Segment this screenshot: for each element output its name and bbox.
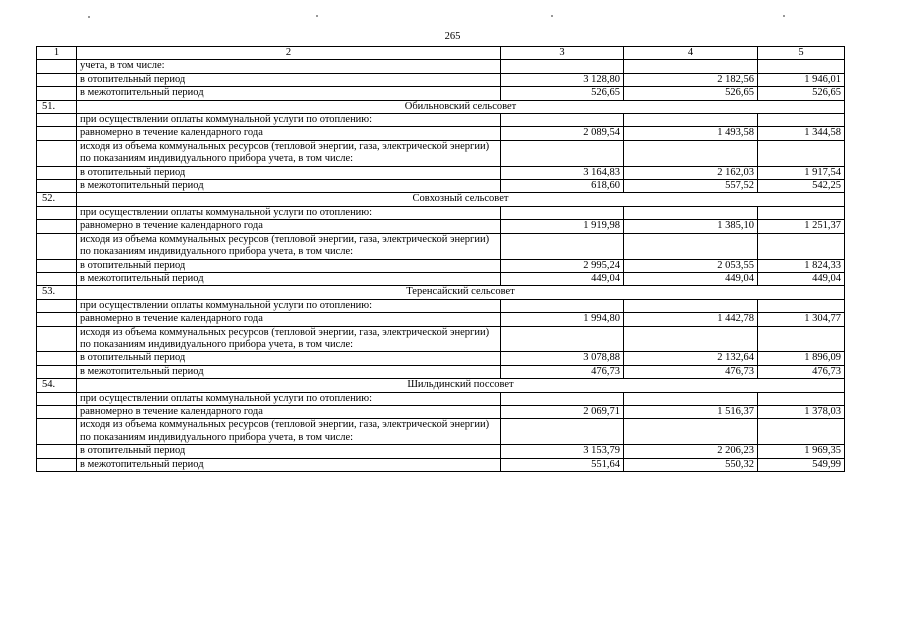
row-value bbox=[758, 299, 845, 312]
row-value bbox=[758, 60, 845, 73]
row-value bbox=[624, 60, 758, 73]
section-title: Совхозный сельсовет bbox=[77, 193, 845, 206]
row-label: равномерно в течение календарного года bbox=[77, 313, 501, 326]
row-value bbox=[758, 392, 845, 405]
row-value: 3 128,80 bbox=[501, 73, 624, 86]
value-row bbox=[37, 458, 845, 471]
row-label: исходя из объема коммунальных ресурсов (тепловой энергии, газа, электрической энергии) по показаниям индивидуального прибора учета, в том числе: bbox=[77, 140, 501, 166]
row-index bbox=[37, 445, 77, 458]
row-value: 557,52 bbox=[624, 180, 758, 193]
scan-speck bbox=[783, 15, 785, 17]
row-index bbox=[37, 140, 77, 166]
row-value: 2 053,55 bbox=[624, 259, 758, 272]
row-value bbox=[758, 326, 845, 352]
row-label: при осуществлении оплаты коммунальной услуги по отоплению: bbox=[77, 206, 501, 219]
row-value: 1 304,77 bbox=[758, 313, 845, 326]
row-value bbox=[501, 299, 624, 312]
text-row bbox=[37, 140, 845, 166]
row-value bbox=[624, 326, 758, 352]
text-row bbox=[37, 392, 845, 405]
row-value: 3 164,83 bbox=[501, 166, 624, 179]
row-index bbox=[37, 405, 77, 418]
row-value: 3 153,79 bbox=[501, 445, 624, 458]
value-row bbox=[37, 180, 845, 193]
section-title: Теренсайский сельсовет bbox=[77, 286, 845, 299]
text-row bbox=[37, 419, 845, 445]
row-value bbox=[758, 419, 845, 445]
value-row bbox=[37, 365, 845, 378]
row-value: 2 132,64 bbox=[624, 352, 758, 365]
row-value bbox=[501, 60, 624, 73]
page-number: 265 bbox=[444, 31, 461, 42]
row-label: учета, в том числе: bbox=[77, 60, 501, 73]
row-value: 526,65 bbox=[624, 87, 758, 100]
row-value bbox=[624, 140, 758, 166]
row-value: 1 516,37 bbox=[624, 405, 758, 418]
text-row bbox=[37, 299, 845, 312]
row-label: в межотопительный период bbox=[77, 458, 501, 471]
value-row bbox=[37, 445, 845, 458]
column-number-row bbox=[37, 47, 845, 60]
row-value bbox=[501, 419, 624, 445]
row-value bbox=[624, 114, 758, 127]
row-value: 551,64 bbox=[501, 458, 624, 471]
scan-speck bbox=[551, 15, 553, 17]
row-value bbox=[501, 140, 624, 166]
row-value bbox=[758, 114, 845, 127]
row-index bbox=[37, 206, 77, 219]
section-row bbox=[37, 379, 845, 392]
text-row bbox=[37, 326, 845, 352]
row-value: 476,73 bbox=[501, 365, 624, 378]
column-number: 4 bbox=[624, 47, 758, 60]
value-row bbox=[37, 220, 845, 233]
row-label: в межотопительный период bbox=[77, 87, 501, 100]
row-value: 1 946,01 bbox=[758, 73, 845, 86]
row-index bbox=[37, 392, 77, 405]
row-value: 476,73 bbox=[758, 365, 845, 378]
row-value bbox=[758, 140, 845, 166]
row-label: равномерно в течение календарного года bbox=[77, 127, 501, 140]
tariff-table bbox=[36, 46, 845, 472]
row-label: в отопительный период bbox=[77, 166, 501, 179]
row-value: 1 896,09 bbox=[758, 352, 845, 365]
row-index bbox=[37, 259, 77, 272]
row-value: 1 824,33 bbox=[758, 259, 845, 272]
row-value bbox=[758, 233, 845, 259]
row-value: 542,25 bbox=[758, 180, 845, 193]
section-index: 53. bbox=[37, 286, 77, 299]
row-value: 526,65 bbox=[758, 87, 845, 100]
section-row bbox=[37, 100, 845, 113]
row-value: 2 995,24 bbox=[501, 259, 624, 272]
section-index: 51. bbox=[37, 100, 77, 113]
row-value: 449,04 bbox=[758, 272, 845, 285]
column-number: 5 bbox=[758, 47, 845, 60]
row-index bbox=[37, 419, 77, 445]
row-value: 2 069,71 bbox=[501, 405, 624, 418]
row-value: 2 089,54 bbox=[501, 127, 624, 140]
value-row bbox=[37, 352, 845, 365]
value-row bbox=[37, 127, 845, 140]
row-value: 1 344,58 bbox=[758, 127, 845, 140]
row-value: 550,32 bbox=[624, 458, 758, 471]
row-value bbox=[624, 206, 758, 219]
text-row bbox=[37, 114, 845, 127]
row-label: исходя из объема коммунальных ресурсов (тепловой энергии, газа, электрической энергии) по показаниям индивидуального прибора учета, в том числе: bbox=[77, 419, 501, 445]
row-value: 449,04 bbox=[624, 272, 758, 285]
row-index bbox=[37, 127, 77, 140]
row-value bbox=[624, 419, 758, 445]
row-label: равномерно в течение календарного года bbox=[77, 220, 501, 233]
row-index bbox=[37, 458, 77, 471]
row-label: в отопительный период bbox=[77, 445, 501, 458]
row-value: 1 442,78 bbox=[624, 313, 758, 326]
row-value: 2 162,03 bbox=[624, 166, 758, 179]
row-value: 449,04 bbox=[501, 272, 624, 285]
row-label: в межотопительный период bbox=[77, 180, 501, 193]
value-row bbox=[37, 87, 845, 100]
row-index bbox=[37, 352, 77, 365]
row-value bbox=[501, 233, 624, 259]
row-index bbox=[37, 299, 77, 312]
row-value: 476,73 bbox=[624, 365, 758, 378]
row-value: 549,99 bbox=[758, 458, 845, 471]
row-value: 1 493,58 bbox=[624, 127, 758, 140]
section-title: Шильдинский поссовет bbox=[77, 379, 845, 392]
row-index bbox=[37, 272, 77, 285]
value-row bbox=[37, 166, 845, 179]
section-index: 54. bbox=[37, 379, 77, 392]
row-index bbox=[37, 87, 77, 100]
row-label: в отопительный период bbox=[77, 73, 501, 86]
row-value: 1 919,98 bbox=[501, 220, 624, 233]
row-index bbox=[37, 313, 77, 326]
row-label: в отопительный период bbox=[77, 352, 501, 365]
row-index bbox=[37, 166, 77, 179]
row-value: 1 378,03 bbox=[758, 405, 845, 418]
row-index bbox=[37, 73, 77, 86]
section-row bbox=[37, 193, 845, 206]
row-value: 3 078,88 bbox=[501, 352, 624, 365]
row-label: в межотопительный период bbox=[77, 365, 501, 378]
row-index bbox=[37, 60, 77, 73]
row-label: равномерно в течение календарного года bbox=[77, 405, 501, 418]
row-value bbox=[501, 392, 624, 405]
row-value: 618,60 bbox=[501, 180, 624, 193]
text-row bbox=[37, 206, 845, 219]
row-label: в межотопительный период bbox=[77, 272, 501, 285]
row-label: в отопительный период bbox=[77, 259, 501, 272]
row-index bbox=[37, 365, 77, 378]
row-value bbox=[501, 206, 624, 219]
row-label: при осуществлении оплаты коммунальной услуги по отоплению: bbox=[77, 392, 501, 405]
row-value: 1 994,80 bbox=[501, 313, 624, 326]
row-value: 1 917,54 bbox=[758, 166, 845, 179]
value-row bbox=[37, 405, 845, 418]
row-value: 1 385,10 bbox=[624, 220, 758, 233]
value-row bbox=[37, 259, 845, 272]
section-index: 52. bbox=[37, 193, 77, 206]
scan-speck bbox=[88, 16, 90, 18]
row-value: 526,65 bbox=[501, 87, 624, 100]
text-row bbox=[37, 233, 845, 259]
row-label: исходя из объема коммунальных ресурсов (тепловой энергии, газа, электрической энергии) по показаниям индивидуального прибора учета, в том числе: bbox=[77, 233, 501, 259]
row-value: 1 969,35 bbox=[758, 445, 845, 458]
row-value bbox=[501, 114, 624, 127]
column-number: 3 bbox=[501, 47, 624, 60]
row-value: 1 251,37 bbox=[758, 220, 845, 233]
text-row bbox=[37, 60, 845, 73]
value-row bbox=[37, 313, 845, 326]
row-index bbox=[37, 233, 77, 259]
row-value bbox=[624, 299, 758, 312]
row-value bbox=[501, 326, 624, 352]
row-value bbox=[758, 206, 845, 219]
row-label: при осуществлении оплаты коммунальной услуги по отоплению: bbox=[77, 114, 501, 127]
section-row bbox=[37, 286, 845, 299]
row-value: 2 206,23 bbox=[624, 445, 758, 458]
row-label: при осуществлении оплаты коммунальной услуги по отоплению: bbox=[77, 299, 501, 312]
row-value: 2 182,56 bbox=[624, 73, 758, 86]
column-number: 1 bbox=[37, 47, 77, 60]
row-index bbox=[37, 220, 77, 233]
section-title: Обильновский сельсовет bbox=[77, 100, 845, 113]
scan-speck bbox=[316, 15, 318, 17]
row-value bbox=[624, 392, 758, 405]
row-index bbox=[37, 326, 77, 352]
value-row bbox=[37, 73, 845, 86]
value-row bbox=[37, 272, 845, 285]
row-value bbox=[624, 233, 758, 259]
row-index bbox=[37, 180, 77, 193]
column-number: 2 bbox=[77, 47, 501, 60]
row-label: исходя из объема коммунальных ресурсов (тепловой энергии, газа, электрической энергии) по показаниям индивидуального прибора учета, в том числе: bbox=[77, 326, 501, 352]
table-body bbox=[37, 47, 845, 472]
row-index bbox=[37, 114, 77, 127]
